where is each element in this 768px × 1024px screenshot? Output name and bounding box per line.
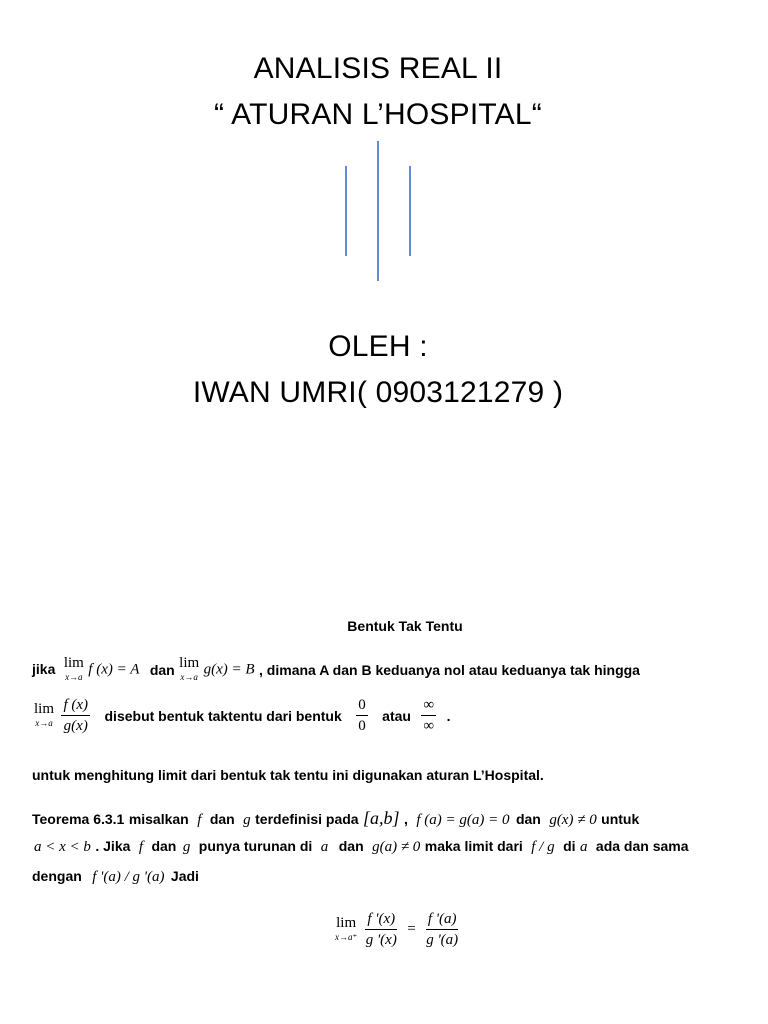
title-line-1: ANALISIS REAL II [253, 52, 503, 85]
author-label: OLEH : [328, 330, 428, 363]
text-punya-turunan: punya turunan di [198, 838, 313, 854]
text-disebut: disebut bentuk taktentu dari bentuk [104, 707, 342, 724]
math-g: g [243, 812, 251, 828]
text-maka-limit: maka limit dari [424, 838, 523, 854]
text-dan-2: dan [515, 811, 541, 827]
text-definition-rest: , dimana A dan B keduanya nol atau keduanya tak hingga [259, 662, 640, 678]
text-dan-4: dan [338, 838, 364, 854]
text-dan-1: dan [209, 811, 235, 827]
text-dan-3: dan [151, 838, 177, 854]
math-a-1: a [320, 839, 329, 855]
text-misalkan: misalkan [128, 811, 189, 827]
theorem-line-3 [32, 868, 199, 886]
math-fx-eq-A: f (x) = A [88, 661, 140, 678]
author-name: IWAN UMRI( 0903121279 ) [192, 376, 564, 409]
text-jika: jika [32, 661, 56, 678]
text-atau: atau [382, 707, 411, 724]
text-jadi: Jadi [170, 868, 199, 884]
fraction-f-over-g: $\frac{f (x)}{g(x)}$ [63, 697, 89, 734]
text-dan: dan [149, 662, 175, 678]
vertical-line-right [409, 166, 411, 256]
limit-operator-formula: lim x→a⁺ [335, 914, 358, 942]
theorem-line-2 [34, 838, 689, 856]
vertical-line-left [345, 166, 347, 256]
math-f-over-g: f / g [531, 839, 555, 855]
math-g-2: g [182, 839, 191, 855]
vertical-line-center [377, 141, 379, 281]
fraction-fprime-a-over-gprime-a: $\frac{f '(a)}{g '(a)}$ [426, 911, 459, 948]
math-fprime-over-gprime: f '(a) / g '(a) [92, 869, 165, 885]
text-jika: . Jika [95, 838, 131, 854]
section-heading: Bentuk Tak Tentu [347, 618, 463, 634]
fraction-fprime-x-over-gprime-x: $\frac{f '(x)}{g '(x)}$ [365, 911, 397, 948]
paragraph-definition-2 [34, 696, 450, 735]
paragraph-definition-1 [32, 656, 640, 684]
text-period: . [446, 707, 451, 724]
math-a-lt-x-lt-b: a < x < b [34, 839, 91, 855]
text-ada-dan-sama: ada dan sama [595, 838, 689, 854]
math-f: f [197, 812, 202, 828]
title-line-2: “ ATURAN L’HOSPITAL“ [214, 98, 542, 131]
text-terdefinisi: terdefinisi pada [255, 811, 359, 827]
fraction-inf-over-inf: $\frac{\infty}{\infty}$ [423, 697, 435, 734]
text-untuk: untuk [601, 811, 640, 827]
fraction-zero-over-zero: $\frac{0}{0}$ [358, 697, 366, 734]
text-di: di [563, 838, 576, 854]
math-gx-eq-B: g(x) = B [203, 661, 255, 678]
paragraph-lhospital-usage: untuk menghitung limit dari bentuk tak tentu ini digunakan aturan L’Hospital. [32, 767, 544, 783]
equals-sign: = [407, 921, 416, 937]
limit-operator: lim x→a [63, 655, 84, 682]
text-comma: , [404, 811, 408, 827]
math-f-2: f [138, 839, 144, 855]
math-ga-neq-0: g(a) ≠ 0 [372, 839, 421, 855]
math-a-2: a [579, 839, 588, 855]
math-interval: [a,b] [363, 808, 400, 828]
limit-operator-2: lim x→a [179, 655, 200, 682]
theorem-label: Teorema 6.3.1 [32, 811, 125, 827]
text-dengan: dengan [32, 868, 82, 884]
limit-operator-3: lim x→a [34, 700, 55, 728]
math-fa-eq-ga-eq-0: f (a) = g(a) = 0 [416, 812, 510, 828]
math-gx-neq-0: g(x) ≠ 0 [549, 812, 597, 828]
lhospital-formula [335, 910, 460, 949]
theorem-line-1 [32, 808, 639, 829]
